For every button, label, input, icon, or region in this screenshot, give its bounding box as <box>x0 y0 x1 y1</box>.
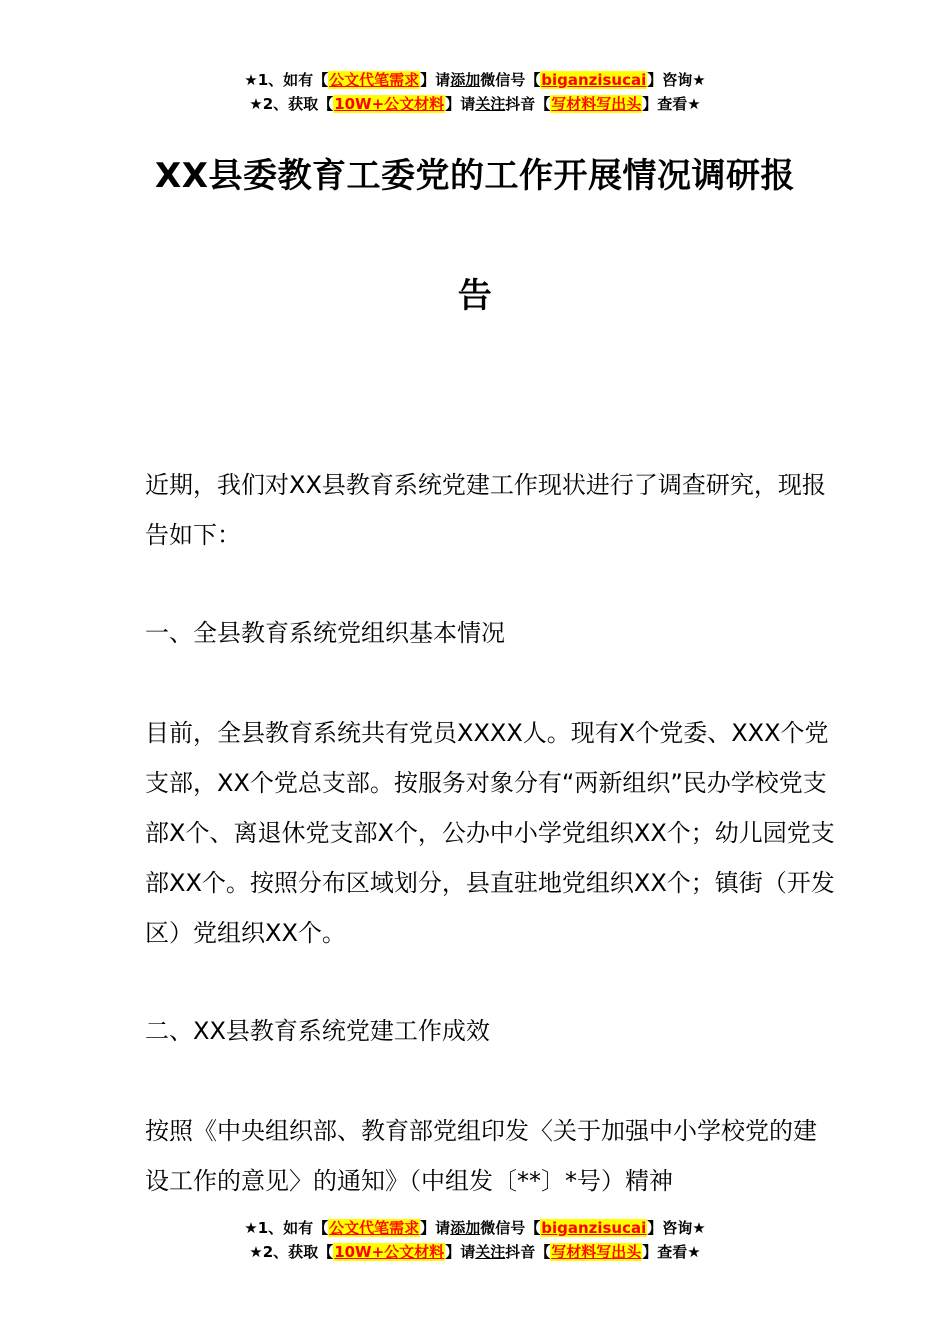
banner-underline: 添加 <box>450 71 481 89</box>
banner-text: 】咨询★ <box>647 71 706 89</box>
banner-highlight-materials: 10W+公文材料 <box>334 95 445 113</box>
banner-text: 】请 <box>445 1243 476 1261</box>
banner-text: ★1、如有【 <box>244 1219 329 1237</box>
banner-underline: 关注 <box>475 95 506 113</box>
top-banner <box>0 68 950 116</box>
banner-line-1 <box>0 68 950 92</box>
banner-text: ★2、获取【 <box>249 95 334 113</box>
section-1-heading: 一、全县教育系统党组织基本情况 <box>145 619 505 647</box>
banner-text: 】请 <box>420 1219 451 1237</box>
banner-line-2 <box>0 92 950 116</box>
banner-highlight-service: 公文代笔需求 <box>329 71 420 89</box>
banner-underline: 关注 <box>475 1243 506 1261</box>
banner-text: 微信号【 <box>480 1219 541 1237</box>
section-2-heading: 二、XX县教育系统党建工作成效 <box>145 1017 490 1045</box>
banner-text: 抖音【 <box>505 95 551 113</box>
banner-highlight-wechat: biganzisucai <box>541 71 647 89</box>
banner-highlight-douyin: 写材料写出头 <box>551 95 642 113</box>
banner-highlight-service: 公文代笔需求 <box>329 1219 420 1237</box>
section-2-body-container <box>145 1106 835 1206</box>
banner-text: ★1、如有【 <box>244 71 329 89</box>
bottom-banner <box>0 1216 950 1264</box>
section-2-body: 按照《中央组织部、教育部党组印发〈关于加强中小学校党的建设工作的意见〉的通知》（中组发〔**〕*号）精神 <box>145 1117 817 1195</box>
banner-highlight-wechat: biganzisucai <box>541 1219 647 1237</box>
banner-text: 】查看★ <box>642 95 701 113</box>
banner-text: ★2、获取【 <box>249 1243 334 1261</box>
document-title-line-2: 告 <box>457 276 493 316</box>
banner-text: 抖音【 <box>505 1243 551 1261</box>
banner-line-2 <box>0 1240 950 1264</box>
banner-text: 】咨询★ <box>647 1219 706 1237</box>
document-title-line-1: XX县委教育工委党的工作开展情况调研报 <box>155 156 795 196</box>
banner-highlight-douyin: 写材料写出头 <box>551 1243 642 1261</box>
intro-paragraph: 近期，我们对XX县教育系统党建工作现状进行了调查研究，现报告如下： <box>145 471 826 549</box>
banner-text: 】查看★ <box>642 1243 701 1261</box>
banner-text: 】请 <box>445 95 476 113</box>
banner-text: 】请 <box>420 71 451 89</box>
section-1-body: 目前，全县教育系统共有党员XXXX人。现有X个党委、XXX个党支部，XX个党总支部。按服务对象分有“两新组织”民办学校党支部X个、离退休党支部X个，公办中小学党组织XX个；幼儿园党支部XX个。按照分布区域划分，县直驻地党组织XX个；镇街（开发区）党组织XX个。 <box>145 719 835 947</box>
banner-underline: 添加 <box>450 1219 481 1237</box>
banner-line-1 <box>0 1216 950 1240</box>
banner-highlight-materials: 10W+公文材料 <box>334 1243 445 1261</box>
banner-text: 微信号【 <box>480 71 541 89</box>
